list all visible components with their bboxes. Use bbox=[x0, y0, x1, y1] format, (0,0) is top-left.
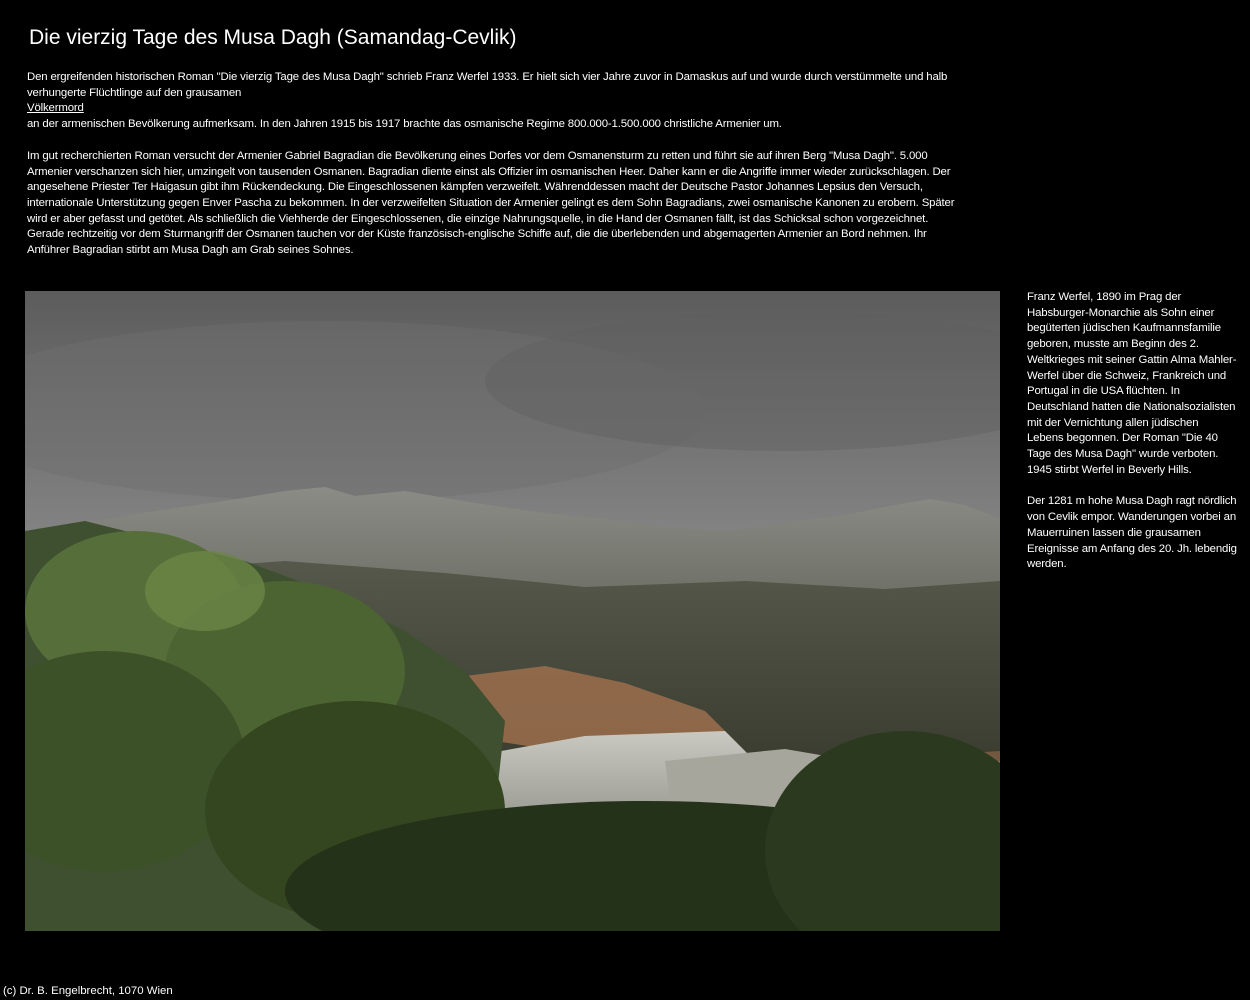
intro-paragraph-1-text: Den ergreifenden historischen Roman "Die vierzig Tage des Musa Dagh" schrieb Franz Werfel 1933. Er hielt sich vier Jahre zuvor in Damaskus auf und wurde durch verstümmelte und halb verhungerte Flüchtlinge auf den grausamen bbox=[27, 71, 948, 99]
landscape-photo bbox=[25, 291, 1000, 931]
sidebar-paragraph-werfel: Franz Werfel, 1890 im Prag der Habsburger-Monarchie als Sohn einer begüterten jüdischen Kaufmannsfamilie geboren, musste am Beginn des 2. Weltkrieges mit seiner Gattin Alma Mahler-Werfel über die Schweiz, Frankreich und Portugal in die USA flüchten. In Deutschland hatten die Nationalsozialisten mit der Vernichtung allen jüdischen Lebens begonnen. Der Roman "Die 40 Tage des Musa Dagh" wurde verboten. 1945 stirbt Werfel in Beverly Hills. bbox=[1027, 291, 1237, 476]
paragraph-spacer bbox=[27, 133, 957, 149]
copyright-footer: (c) Dr. B. Engelbrecht, 1070 Wien bbox=[3, 985, 173, 997]
sidebar-text bbox=[1027, 290, 1237, 589]
intro-paragraph-1-continued: an der armenischen Bevölkerung aufmerksam. In den Jahren 1915 bis 1917 brachte das osmanische Regime 800.000-1.500.000 christliche Armenier um. bbox=[27, 118, 782, 131]
sidebar-paragraph-musa-dagh: Der 1281 m hohe Musa Dagh ragt nördlich von Cevlik empor. Wanderungen vorbei an Mauerruinen lassen die grausamen Ereignisse am Anfang des 20. Jh. lebendig werden. bbox=[1027, 495, 1237, 571]
intro-paragraph-1 bbox=[27, 70, 957, 133]
voelkermord-link[interactable]: Völkermord bbox=[27, 102, 84, 115]
intro-paragraph-2: Im gut recherchierten Roman versucht der Armenier Gabriel Bagradian die Bevölkerung eines Dorfes vor dem Osmanensturm zu retten und führt sie auf ihren Berg "Musa Dagh". 5.000 Armenier verschanzen sich hier, umzingelt von tausenden Osmanen. Bagradian diente einst als Offizier im osmanischen Heer. Daher kann er die Angriffe immer wieder zurückschlagen. Der angesehene Priester Ter Haigasun gibt ihm Rückendeckung. Die Eingeschlossenen kämpfen verzweifelt. Währenddessen macht der Deutsche Pastor Johannes Lepsius den Versuch, internationale Unterstützung gegen Enver Pascha zu bekommen. In der verzweifelten Situation der Armenier gelingt es dem Sohn Bagradians, zwei osmanische Kanonen zu erobern. Später wird er aber gefasst und getötet. Als schließlich die Viehherde der Eingeschlossenen, die einzige Nahrungsquelle, in die Hand der Osmanen fällt, ist das Schicksal schon vorgezeichnet. Gerade rechtzeitig vor dem Sturmangriff der Osmanen tauchen vor der Küste französisch-englische Schiffe auf, die die überlebenden und abgemagerten Armenier an Bord nehmen. Ihr Anführer Bagradian stirbt am Musa Dagh am Grab seines Sohnes. bbox=[27, 149, 955, 257]
musa-dagh-landscape-image bbox=[25, 291, 1000, 931]
intro-text bbox=[27, 70, 957, 259]
page-title: Die vierzig Tage des Musa Dagh (Samandag-Cevlik) bbox=[29, 26, 517, 49]
